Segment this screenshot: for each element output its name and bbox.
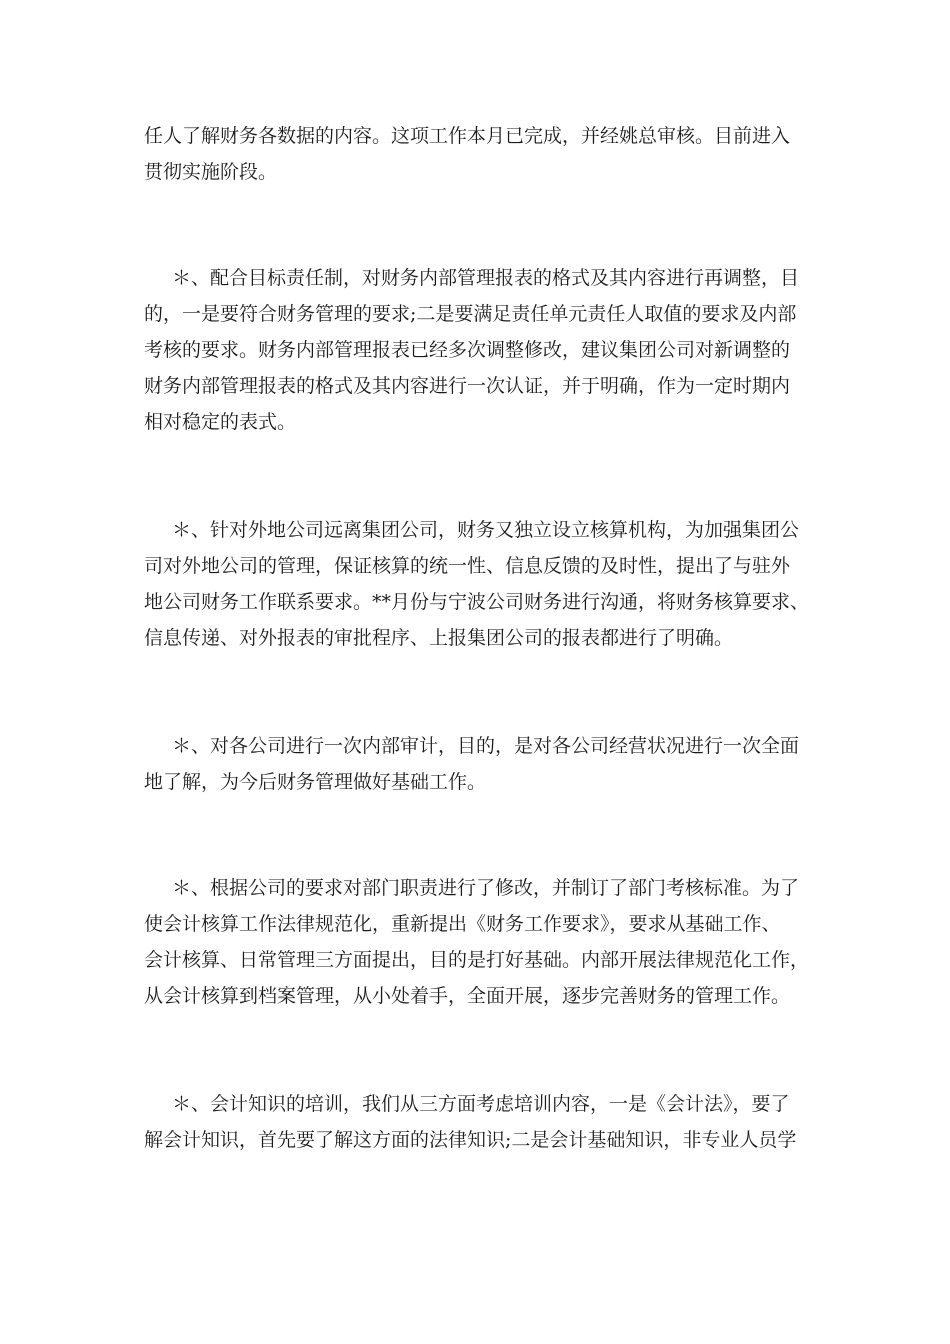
paragraph-2 bbox=[144, 260, 824, 440]
text-line: ＊、根据公司的要求对部门职责进行了修改，并制订了部门考核标准。为了 bbox=[172, 877, 800, 899]
text-line: ＊、针对外地公司远离集团公司，财务又独立设立核算机构，为加强集团公 bbox=[172, 519, 800, 541]
text-line: 相对稳定的表式。 bbox=[144, 411, 297, 433]
text-line: 从会计核算到档案管理，从小处着手，全面开展，逐步完善财务的管理工作。 bbox=[144, 985, 791, 1007]
text-line: 使会计核算工作法律规范化，重新提出《财务工作要求》，要求从基础工作、 bbox=[144, 913, 781, 935]
text-line: ＊、对各公司进行一次内部审计，目的，是对各公司经营状况进行一次全面 bbox=[172, 735, 800, 757]
text-line: 地公司财务工作联系要求。**月份与宁波公司财务进行沟通，将财务核算要求、 bbox=[144, 591, 810, 613]
text-line: 考核的要求。财务内部管理报表已经多次调整修改，建议集团公司对新调整的 bbox=[144, 339, 791, 361]
paragraph-5 bbox=[144, 870, 824, 1014]
text-line: 任人了解财务各数据的内容。这项工作本月已完成，并经姚总审核。目前进入 bbox=[144, 125, 791, 147]
text-line: 的，一是要符合财务管理的要求;二是要满足责任单元责任人取值的要求及内部 bbox=[144, 303, 797, 325]
paragraph-6 bbox=[144, 1086, 824, 1158]
paragraph-3 bbox=[144, 512, 824, 656]
text-line: 地了解，为今后财务管理做好基础工作。 bbox=[144, 771, 487, 793]
text-line: ＊、配合目标责任制，对财务内部管理报表的格式及其内容进行再调整，目 bbox=[172, 267, 800, 289]
paragraph-4 bbox=[144, 728, 824, 800]
text-line: 财务内部管理报表的格式及其内容进行一次认证，并于明确，作为一定时期内 bbox=[144, 375, 791, 397]
paragraph-1 bbox=[144, 118, 824, 190]
text-line: 贯彻实施阶段。 bbox=[144, 161, 278, 183]
text-line: 司对外地公司的管理，保证核算的统一性、信息反馈的及时性，提出了与驻外 bbox=[144, 555, 791, 577]
text-line: 信息传递、对外报表的审批程序、上报集团公司的报表都进行了明确。 bbox=[144, 627, 734, 649]
text-line: ＊、会计知识的培训，我们从三方面考虑培训内容，一是《会计法》，要了 bbox=[172, 1093, 790, 1115]
text-line: 解会计知识，首先要了解这方面的法律知识;二是会计基础知识，非专业人员学 bbox=[144, 1129, 797, 1151]
text-line: 会计核算、日常管理三方面提出，目的是打好基础。内部开展法律规范化工作， bbox=[144, 949, 810, 971]
